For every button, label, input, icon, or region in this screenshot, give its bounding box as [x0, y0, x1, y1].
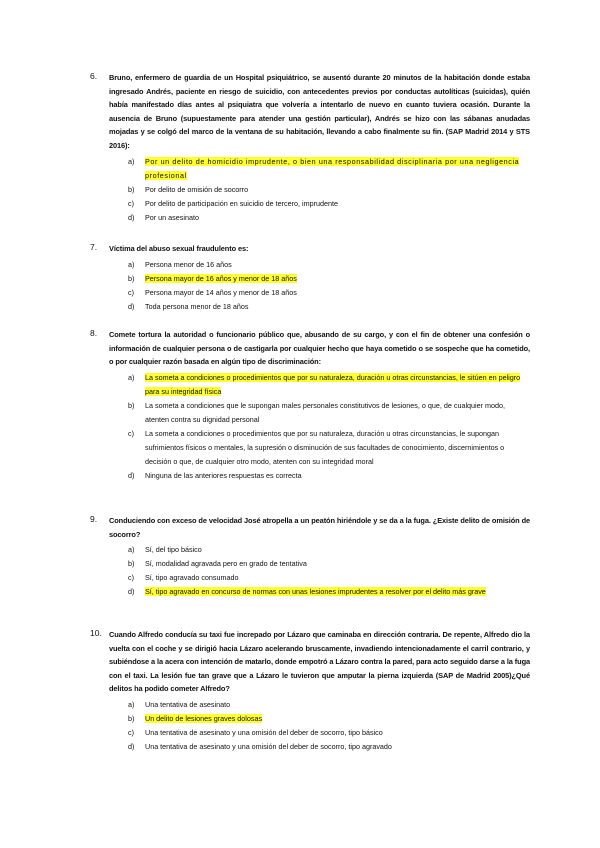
- question-number: 10.: [90, 628, 102, 638]
- option-text: La someta a condiciones que le supongan males personales constitutivos de lesiones, o que, de cualquier modo, atenten contra su dignidad personal: [145, 400, 506, 425]
- question-text: Víctima del abuso sexual fraudulento es:: [109, 244, 249, 253]
- option-b: [128, 557, 530, 571]
- option-letter: d): [128, 742, 135, 752]
- option-letter: c): [128, 573, 134, 583]
- option-letter: a): [128, 545, 135, 555]
- option-a: [128, 698, 530, 712]
- option-b: [128, 712, 530, 726]
- option-letter: c): [128, 429, 134, 439]
- option-text-highlighted: La someta a condiciones o procedimientos que por su naturaleza, duración u otras circunstancias, le sitúen en peligro para su integridad física: [145, 372, 521, 396]
- option-letter: d): [128, 212, 135, 222]
- option-text: La someta a condiciones o procedimientos que por su naturaleza, duración u otras circunstancias, le supongan sufrimientos físicos o mentales, la supresión o disminución de sus facultades de conocimiento, discernimientos o decisión o que, de cualquier otro modo, atenten con su integridad moral: [145, 429, 505, 467]
- option-text-highlighted: Sí, tipo agravado en concurso de normas con unas lesiones imprudentes a resolver por el delito más grave: [145, 587, 486, 597]
- option-text: Persona mayor de 14 años y menor de 18 años: [145, 287, 297, 297]
- option-letter: b): [128, 184, 135, 194]
- option-letter: c): [128, 198, 134, 208]
- question-text: Cuando Alfredo conducía su taxi fue increpado por Lázaro que caminaba en dirección contraria. De repente, Alfredo dio la vuelta con el coche y se dirigió hacia Lázaro acelerando bruscamente, invadiendo intencionadamente el carril contrario, y subiéndose a la acera con intención de matarlo, donde empotró a Lázaro contra la pared, para acto seguido darse a la fuga con el taxi. La lesión fue tan grave que a Lázaro le tuvieron que amputar la pierna izquierda (SAP de Madrid 2005)¿Qué delitos ha podido cometer Alfredo?: [109, 630, 530, 694]
- option-letter: b): [128, 400, 135, 410]
- question-9: [90, 514, 530, 600]
- option-text-highlighted: Por un delito de homicidio imprudente, o bien una responsabilidad disciplinaria por una negligencia profesional: [145, 156, 520, 180]
- option-text-highlighted: Un delito de lesiones graves dolosas: [145, 714, 263, 724]
- option-a: [128, 543, 530, 557]
- option-list: [128, 155, 530, 225]
- option-b: [128, 272, 530, 286]
- option-text: Sí, del tipo básico: [145, 545, 202, 555]
- option-a: [128, 155, 530, 183]
- option-text: Por un asesinato: [145, 212, 199, 222]
- option-letter: d): [128, 301, 135, 311]
- option-text: Una tentativa de asesinato y una omisión del deber de socorro, tipo agravado: [145, 742, 392, 752]
- option-letter: d): [128, 471, 135, 481]
- option-letter: a): [128, 156, 135, 166]
- option-letter: a): [128, 259, 135, 269]
- option-letter: b): [128, 273, 135, 283]
- option-letter: a): [128, 372, 135, 382]
- option-d: [128, 740, 530, 754]
- question-8: [90, 328, 530, 484]
- option-text-highlighted: Persona mayor de 16 años y menor de 18 años: [145, 273, 297, 283]
- option-b: [128, 399, 530, 427]
- option-c: [128, 286, 530, 300]
- option-letter: b): [128, 559, 135, 569]
- question-6: [90, 71, 530, 225]
- option-letter: b): [128, 714, 135, 724]
- option-a: [128, 371, 530, 399]
- option-a: [128, 258, 530, 272]
- option-letter: c): [128, 287, 134, 297]
- option-text: Una tentativa de asesinato y una omisión del deber de socorro, tipo básico: [145, 728, 383, 738]
- option-text: Por delito de omisión de socorro: [145, 184, 249, 194]
- option-c: [128, 197, 530, 211]
- question-number: 9.: [90, 514, 98, 524]
- question-number: 7.: [90, 242, 98, 252]
- option-text: Por delito de participación en suicidio de tercero, imprudente: [145, 198, 338, 208]
- option-c: [128, 726, 530, 740]
- option-c: [128, 571, 530, 585]
- option-list: [128, 543, 530, 599]
- option-letter: d): [128, 587, 135, 597]
- option-text: Toda persona menor de 18 años: [145, 301, 249, 311]
- option-d: [128, 585, 530, 599]
- question-number: 8.: [90, 328, 98, 338]
- option-d: [128, 469, 530, 483]
- question-text: Bruno, enfermero de guardia de un Hospital psiquiátrico, se ausentó durante 20 minutos de la habitación donde estaba ingresado Andrés, paciente en riesgo de suicidio, con antecedentes previos por conductas autolíticas (suicidas), quién había manifestado días antes al psiquiatra que volvería a intentarlo de nuevo en cuanto tuviera ocasión. Durante la ausencia de Bruno (supuestamente para atender una gestión particular), Andrés se hizo con las sábanas anudadas mojadas y se colgó del marco de la ventana de su habitación, llevando a cabo finalmente su fin. (SAP Madrid 2014 y STS 2016):: [109, 73, 530, 150]
- question-7: [90, 242, 530, 314]
- option-text: Una tentativa de asesinato: [145, 699, 231, 709]
- question-number: 6.: [90, 71, 98, 81]
- option-list: [128, 258, 530, 314]
- option-list: [128, 698, 530, 754]
- question-text: Conduciendo con exceso de velocidad José atropella a un peatón hiriéndole y se da a la fuga. ¿Existe delito de omisión de socorro?: [109, 516, 530, 539]
- option-text: Ninguna de las anteriores respuestas es correcta: [145, 471, 302, 481]
- option-list: [128, 371, 530, 484]
- option-text: Sí, modalidad agravada pero en grado de tentativa: [145, 559, 307, 569]
- option-text: Sí, tipo agravado consumado: [145, 573, 239, 583]
- question-text: Comete tortura la autoridad o funcionario público que, abusando de su cargo, y con el fin de obtener una confesión o información de cualquier persona o de castigarla por cualquier hecho que haya cometido o se sospeche que ha cometido, o por cualquier razón basada en algún tipo de discriminación:: [109, 330, 530, 367]
- question-10: [90, 628, 530, 754]
- option-d: [128, 211, 530, 225]
- option-b: [128, 183, 530, 197]
- option-d: [128, 300, 530, 314]
- option-letter: c): [128, 728, 134, 738]
- option-c: [128, 427, 530, 469]
- option-letter: a): [128, 699, 135, 709]
- option-text: Persona menor de 16 años: [145, 259, 232, 269]
